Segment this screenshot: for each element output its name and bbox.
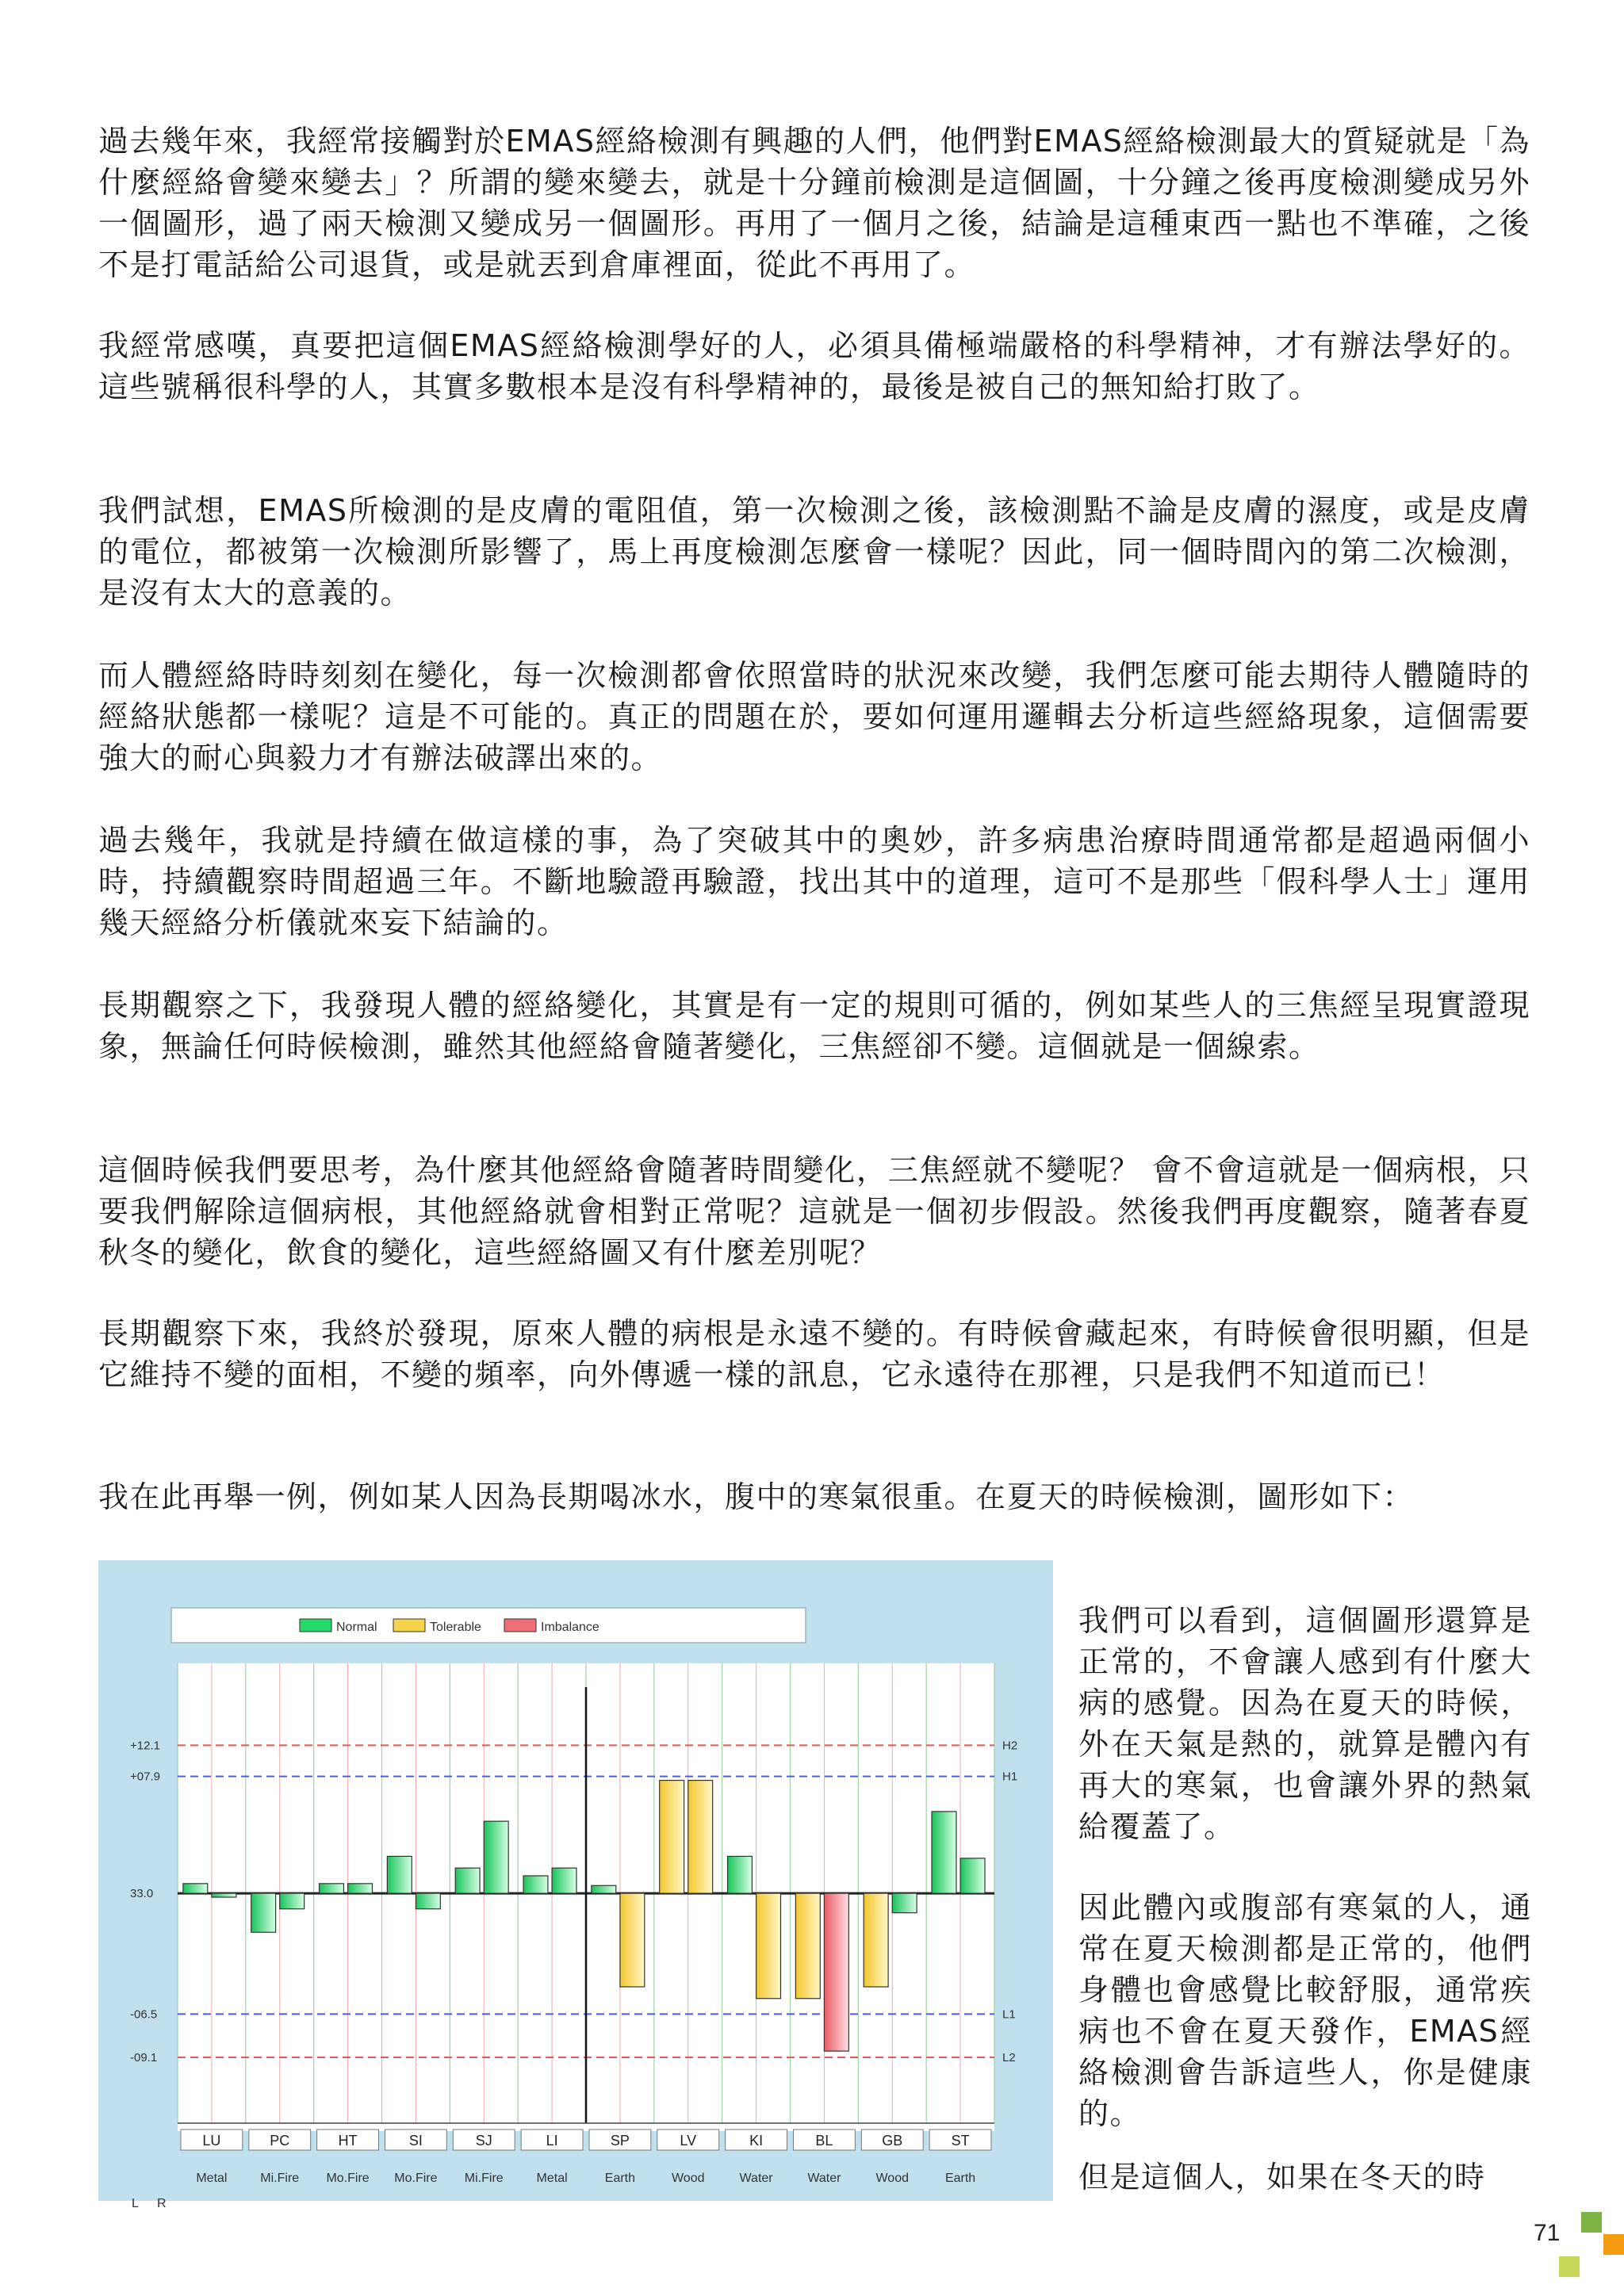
element-label: Earth bbox=[944, 2172, 976, 2185]
paragraph-9: 我在此再舉一例，例如某人因為長期喝冰水，腹中的寒氣很重。在夏天的時候檢測，圖形如下： bbox=[98, 1479, 1415, 1514]
category-label: LI bbox=[546, 2133, 558, 2149]
y-tick-label: +07.9 bbox=[130, 1770, 160, 1784]
bar-li-r bbox=[552, 1868, 576, 1893]
bar-ki-r bbox=[756, 1893, 781, 1999]
legend-box bbox=[171, 1608, 806, 1643]
element-label: Water bbox=[807, 2172, 841, 2185]
legend-swatch-tolerable bbox=[393, 1619, 425, 1632]
paragraph-5: 過去幾年，我就是持續在做這樣的事，為了突破其中的奧妙，許多病患治療時間通常都是超過兩個小時，持續觀察時間超過三年。不斷地驗證再驗證，找出其中的道理，這可不是那些「假科學人士」運用幾天經絡分析儀就來妄下結論的。 bbox=[98, 823, 1530, 940]
legend-swatch-normal bbox=[300, 1619, 331, 1632]
paragraph-3: 我們試想，EMAS所檢測的是皮膚的電阻值，第一次檢測之後，該檢測點不論是皮膚的濕度，或是皮膚的電位，都被第一次檢測所影響了，馬上再度檢測怎麼會一樣呢？因此，同一個時間內的第二次檢測，是沒有太大的意義的。 bbox=[98, 493, 1530, 610]
bar-sp-r bbox=[620, 1893, 645, 1987]
side-paragraph-2: 因此體內或腹部有寒氣的人，通常在夏天檢測都是正常的，他們身體也會感覺比較舒服，通常疾病也不會在夏天發作，EMAS經絡檢測會告訴這些人，你是健康的。 bbox=[1078, 1890, 1532, 2131]
corner-square-green bbox=[1581, 2212, 1602, 2233]
bar-ki-l bbox=[728, 1856, 753, 1893]
y-tick-label: +12.1 bbox=[130, 1739, 160, 1753]
category-label: LU bbox=[202, 2133, 221, 2149]
bar-gb-l bbox=[864, 1893, 888, 1987]
bar-bl-r bbox=[824, 1893, 848, 2051]
category-label: SI bbox=[408, 2133, 423, 2149]
bar-si-l bbox=[387, 1856, 412, 1893]
right-ref-label: L2 bbox=[1002, 2050, 1016, 2064]
sub-label-l: L bbox=[132, 2197, 139, 2210]
category-label: GB bbox=[882, 2133, 903, 2149]
element-label: Metal bbox=[196, 2172, 228, 2185]
bar-sj-r bbox=[484, 1821, 508, 1893]
bar-pc-r bbox=[280, 1893, 304, 1909]
paragraph-6: 長期觀察之下，我發現人體的經絡變化，其實是有一定的規則可循的，例如某些人的三焦經呈現實證現象，無論任何時候檢測，雖然其他經絡會隨著變化，三焦經卻不變。這個就是一個線索。 bbox=[98, 988, 1530, 1064]
paragraph-7: 這個時候我們要思考，為什麼其他經絡會隨著時間變化，三焦經就不變呢？ 會不會這就是一個病根，只要我們解除這個病根，其他經絡就會相對正常呢？這就是一個初步假設。然後我們再度觀察，隨著春夏秋冬的變化，飲食的變化，這些經絡圖又有什麼差別呢？ bbox=[98, 1153, 1530, 1270]
bar-lv-l bbox=[660, 1781, 684, 1894]
y-tick-label: -06.5 bbox=[130, 2007, 158, 2022]
y-tick-label: -09.1 bbox=[130, 2050, 158, 2064]
sub-label-r: R bbox=[157, 2197, 167, 2210]
bar-si-r bbox=[416, 1893, 440, 1909]
element-label: Wood bbox=[875, 2172, 910, 2185]
element-label: Earth bbox=[604, 2172, 636, 2185]
element-label: Mo.Fire bbox=[394, 2172, 438, 2185]
bar-sj-l bbox=[455, 1868, 480, 1893]
y-tick-label: 33.0 bbox=[130, 1887, 154, 1901]
category-label: SP bbox=[610, 2133, 630, 2149]
right-ref-label: H2 bbox=[1002, 1739, 1018, 1753]
bar-gb-r bbox=[892, 1893, 917, 1913]
meridian-chart bbox=[98, 1560, 1053, 2210]
bar-st-l bbox=[932, 1812, 956, 1893]
element-label: Wood bbox=[671, 2172, 705, 2185]
element-label: Mi.Fire bbox=[260, 2172, 300, 2185]
right-ref-label: L1 bbox=[1002, 2007, 1016, 2022]
element-label: Mi.Fire bbox=[464, 2172, 504, 2185]
paragraph-1: 過去幾年來，我經常接觸對於EMAS經絡檢測有興趣的人們，他們對EMAS經絡檢測最大的質疑就是「為什麼經絡會變來變去」？所謂的變來變去，就是十分鐘前檢測是這個圖，十分鐘之後再度檢測變成另外一個圖形，過了兩天檢測又變成另一個圖形。再用了一個月之後，結論是這種東西一點也不準確，之後不是打電話給公司退貨，或是就丟到倉庫裡面，從此不再用了。 bbox=[98, 124, 1530, 282]
right-ref-label: H1 bbox=[1002, 1770, 1018, 1784]
page-number: 71 bbox=[1534, 2220, 1561, 2246]
category-label: KI bbox=[749, 2133, 764, 2149]
category-label: BL bbox=[815, 2133, 833, 2149]
corner-square-orange bbox=[1603, 2234, 1624, 2255]
bar-sp-l bbox=[592, 1885, 616, 1893]
bar-bl-l bbox=[795, 1893, 820, 1999]
corner-square-lime bbox=[1559, 2256, 1580, 2277]
paragraph-2: 我經常感嘆，真要把這個EMAS經絡檢測學好的人，必須具備極端嚴格的科學精神，才有辦法學好的。這些號稱很科學的人，其實多數根本是沒有科學精神的，最後是被自己的無知給打敗了。 bbox=[98, 328, 1530, 404]
bar-lv-r bbox=[688, 1781, 713, 1894]
category-label: ST bbox=[951, 2133, 970, 2149]
category-label: HT bbox=[338, 2133, 358, 2149]
paragraph-8: 長期觀察下來，我終於發現，原來人體的病根是永遠不變的。有時候會藏起來，有時候會很明顯，但是它維持不變的面相，不變的頻率，向外傳遞一樣的訊息，它永遠待在那裡，只是我們不知道而已！ bbox=[98, 1316, 1530, 1392]
legend-label-tolerable: Tolerable bbox=[430, 1621, 481, 1634]
legend-swatch-imbalance bbox=[504, 1619, 536, 1632]
side-paragraph-1: 我們可以看到，這個圖形還算是正常的，不會讓人感到有什麼大病的感覺。因為在夏天的時候，外在天氣是熱的，就算是體內有再大的寒氣，也會讓外界的熱氣給覆蓋了。 bbox=[1078, 1603, 1532, 1844]
category-label: LV bbox=[680, 2133, 697, 2149]
bar-pc-l bbox=[251, 1893, 276, 1932]
meridian-chart-svg bbox=[98, 1560, 1053, 2210]
bar-lu-r bbox=[212, 1893, 236, 1897]
category-label: SJ bbox=[475, 2133, 492, 2149]
element-label: Mo.Fire bbox=[326, 2172, 370, 2185]
element-label: Metal bbox=[536, 2172, 568, 2185]
bar-ht-l bbox=[320, 1884, 344, 1893]
bar-st-r bbox=[960, 1858, 985, 1893]
legend-label-normal: Normal bbox=[336, 1621, 377, 1634]
element-label: Water bbox=[739, 2172, 773, 2185]
bar-li-l bbox=[523, 1876, 548, 1893]
bar-ht-r bbox=[348, 1884, 373, 1893]
category-label: PC bbox=[270, 2133, 290, 2149]
paragraph-4: 而人體經絡時時刻刻在變化，每一次檢測都會依照當時的狀況來改變，我們怎麼可能去期待人體隨時的經絡狀態都一樣呢？這是不可能的。真正的問題在於，要如何運用邏輯去分析這些經絡現象，這個需要強大的耐心與毅力才有辦法破譯出來的。 bbox=[98, 658, 1530, 775]
bar-lu-l bbox=[183, 1884, 208, 1893]
legend-label-imbalance: Imbalance bbox=[541, 1621, 599, 1634]
side-paragraph-3: 但是這個人，如果在冬天的時 bbox=[1078, 2160, 1486, 2195]
